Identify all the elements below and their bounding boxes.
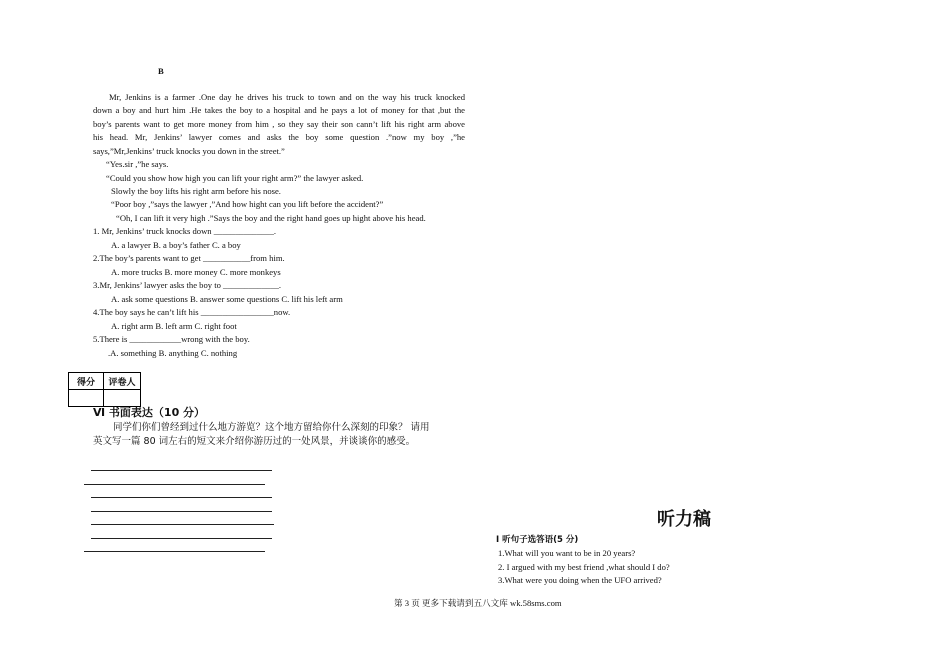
listening-item: 3.What were you doing when the UFO arrived? [498, 575, 662, 585]
question-options: A. a lawyer B. a boy’s father C. a boy [111, 240, 241, 250]
question-options: .A. something B. anything C. nothing [108, 348, 238, 358]
page-footer: 第 3 页 更多下载请到五八文库 wk.58sms.com [394, 598, 562, 608]
answer-line[interactable] [91, 524, 274, 525]
question-stem: 5.There is ____________wrong with the boy. [93, 334, 250, 344]
passage-line: boy’s parents want to get more money from him , so they say their son cann’t lift his right arm above [93, 119, 465, 129]
writing-prompt-line: 同学们你们曾经到过什么地方游览？这个地方留给你什么深刻的印象？ 请用 [113, 422, 430, 433]
score-table [68, 372, 141, 407]
grader-label: 评卷人 [104, 373, 141, 390]
listening-item: 1.What will you want to be in 20 years? [498, 548, 636, 558]
listening-section-heading: Ⅰ 听句子选答语(5 分) [496, 535, 579, 545]
score-label: 得分 [69, 373, 104, 390]
answer-line[interactable] [91, 511, 272, 512]
answer-line[interactable] [84, 551, 265, 552]
score-cell[interactable] [69, 390, 104, 407]
question-options: A. ask some questions B. answer some questions C. lift his left arm [111, 294, 343, 304]
passage-line: his head. Mr, Jenkins’ lawyer comes and asks the boy some question .”now my boy ,”he [93, 132, 465, 142]
dialog-line: “Oh, I can lift it very high .”Says the boy and the right hand goes up hight above his head. [116, 213, 426, 223]
dialog-line: “Poor boy ,”says the lawyer ,”And how hight can you lift before the accident?” [111, 199, 384, 209]
question-options: A. more trucks B. more money C. more monkeys [111, 267, 281, 277]
dialog-line: Slowly the boy lifts his right arm before his nose. [111, 186, 281, 196]
answer-line[interactable] [91, 470, 272, 471]
passage-line: down a boy and hurt him .He takes the boy to a hospital and he pays a lot of money for that ,but the [93, 105, 465, 115]
passage-line: says,”Mr,Jenkins’ truck knocks you down in the street.” [93, 146, 285, 156]
listening-title: 听力稿 [657, 509, 711, 530]
passage-line: Mr, Jenkins is a farmer .One day he drives his truck to town and on the way his truck knocked [109, 92, 465, 102]
section-b-heading: B [158, 66, 164, 76]
dialog-line: “Could you show how high you can lift your right arm?” the lawyer asked. [106, 173, 364, 183]
listening-item: 2. I argued with my best friend ,what should I do? [498, 562, 670, 572]
question-stem: 4.The boy says he can’t lift his _________________now. [93, 307, 291, 317]
question-options: A. right arm B. left arm C. right foot [111, 321, 237, 331]
answer-line[interactable] [84, 484, 265, 485]
answer-line[interactable] [91, 497, 272, 498]
answer-line[interactable] [91, 538, 272, 539]
writing-heading: Ⅵ 书面表达（10 分） [93, 406, 206, 419]
question-stem: 2.The boy’s parents want to get ___________from him. [93, 253, 285, 263]
question-stem: 3.Mr, Jenkins’ lawyer asks the boy to _____________. [93, 280, 282, 290]
question-stem: 1. Mr, Jenkins’ truck knocks down ______________. [93, 226, 277, 236]
dialog-line: “Yes.sir ,”he says. [106, 159, 169, 169]
grader-cell[interactable] [104, 390, 141, 407]
writing-prompt-line: 英文写一篇 80 词左右的短文来介绍你游历过的一处风景，并谈谈你的感受。 [93, 436, 416, 447]
